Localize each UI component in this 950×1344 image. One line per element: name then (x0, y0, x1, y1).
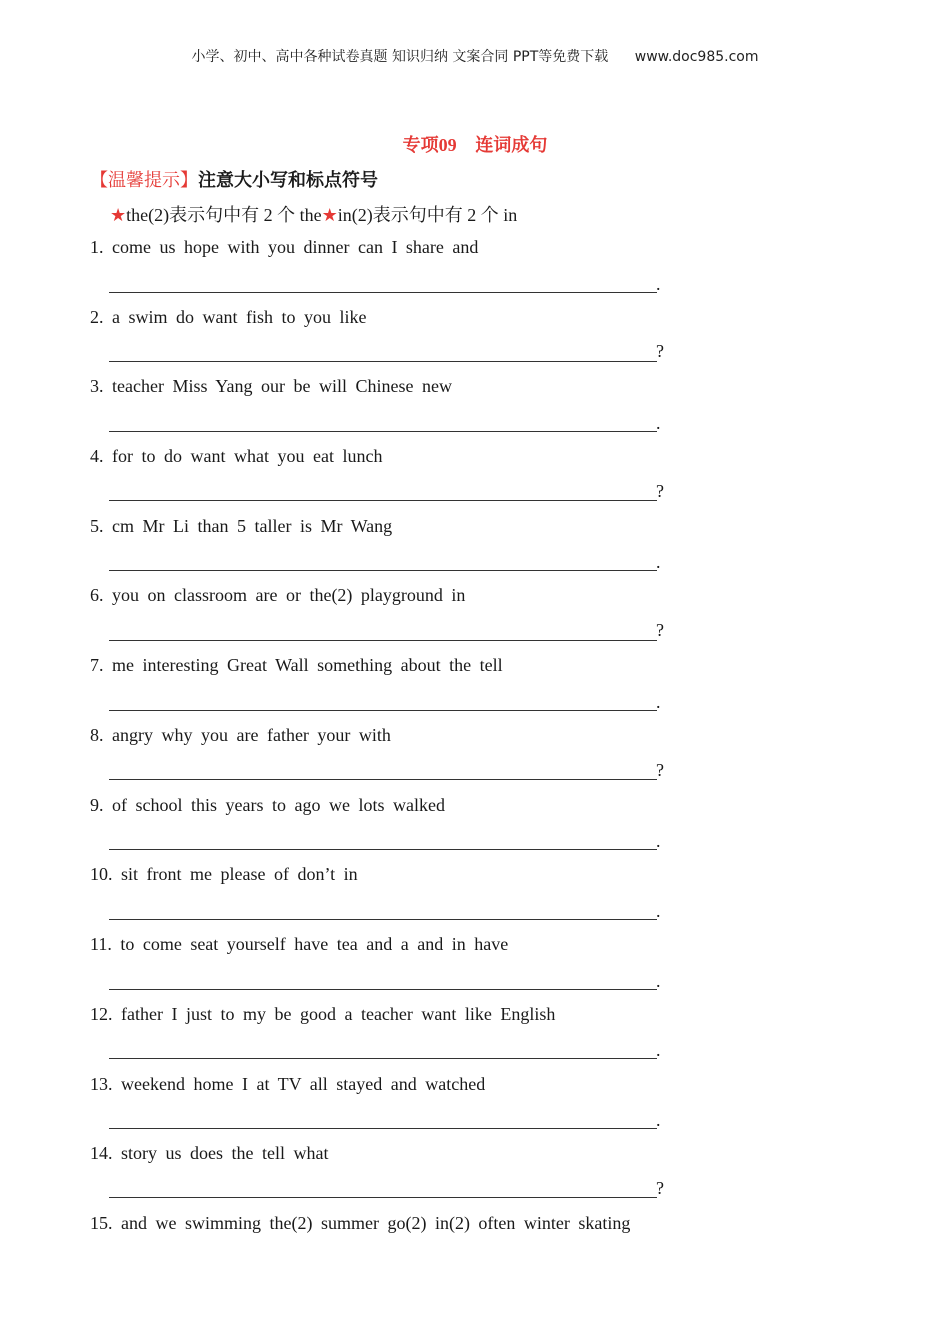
question-13: 13. weekend home I at TV all stayed and watched (90, 1074, 486, 1094)
page-header (0, 46, 950, 66)
question-4: 4. for to do want what you eat lunch (90, 446, 383, 466)
answer-punct-12: . (656, 1040, 661, 1060)
title-prefix: 专项 (402, 135, 439, 156)
answer-line-1[interactable] (109, 292, 657, 293)
answer-punct-2: ? (656, 341, 664, 361)
note-part-2: in(2)表示句中有 2 个 in (337, 205, 518, 225)
question-5: 5. cm Mr Li than 5 taller is Mr Wang (90, 516, 393, 536)
answer-punct-10: . (656, 901, 661, 921)
title-name: 连词成句 (475, 135, 548, 156)
answer-punct-1: . (656, 274, 661, 294)
answer-line-12[interactable] (109, 1058, 657, 1059)
answer-punct-13: . (656, 1110, 661, 1130)
question-7: 7. me interesting Great Wall something about the tell (90, 655, 503, 675)
tip-label: 【温馨提示】 (90, 170, 198, 191)
header-text: 小学、初中、高中各种试卷真题 知识归纳 文案合同 PPT等免费下载 (191, 49, 609, 65)
answer-punct-5: . (656, 552, 661, 572)
title-number: 09 (438, 135, 457, 155)
answer-punct-6: ? (656, 620, 664, 640)
answer-line-3[interactable] (109, 431, 657, 432)
tip-text: 注意大小写和标点符号 (198, 170, 378, 191)
answer-punct-4: ? (656, 481, 664, 501)
answer-punct-3: . (656, 413, 661, 433)
answer-line-5[interactable] (109, 570, 657, 571)
header-site-link[interactable]: www.doc985.com (634, 49, 759, 65)
note-line (110, 201, 517, 227)
star-icon: ★ (321, 205, 338, 226)
answer-line-14[interactable] (109, 1197, 657, 1198)
question-14: 14. story us does the tell what (90, 1143, 329, 1163)
star-icon: ★ (110, 205, 127, 226)
question-3: 3. teacher Miss Yang our be will Chinese new (90, 376, 452, 396)
question-15: 15. and we swimming the(2) summer go(2) in(2) often winter skating (90, 1213, 631, 1233)
question-6: 6. you on classroom are or the(2) playground in (90, 585, 466, 605)
question-1: 1. come us hope with you dinner can I share and (90, 237, 479, 257)
answer-line-4[interactable] (109, 500, 657, 501)
note-part-1: the(2)表示句中有 2 个 the (126, 205, 322, 225)
answer-punct-14: ? (656, 1178, 664, 1198)
answer-punct-9: . (656, 831, 661, 851)
question-12: 12. father I just to my be good a teacher want like English (90, 1004, 556, 1024)
answer-line-2[interactable] (109, 361, 657, 362)
question-11: 11. to come seat yourself have tea and a and in have (90, 934, 509, 954)
answer-line-13[interactable] (109, 1128, 657, 1129)
question-9: 9. of school this years to ago we lots walked (90, 795, 445, 815)
answer-punct-11: . (656, 971, 661, 991)
answer-punct-8: ? (656, 760, 664, 780)
question-2: 2. a swim do want fish to you like (90, 307, 367, 327)
tip-line (90, 166, 378, 192)
page-title (0, 131, 950, 157)
question-8: 8. angry why you are father your with (90, 725, 391, 745)
answer-punct-7: . (656, 692, 661, 712)
answer-line-8[interactable] (109, 779, 657, 780)
question-10: 10. sit front me please of don’t in (90, 864, 358, 884)
answer-line-9[interactable] (109, 849, 657, 850)
answer-line-10[interactable] (109, 919, 657, 920)
answer-line-11[interactable] (109, 989, 657, 990)
answer-line-7[interactable] (109, 710, 657, 711)
answer-line-6[interactable] (109, 640, 657, 641)
